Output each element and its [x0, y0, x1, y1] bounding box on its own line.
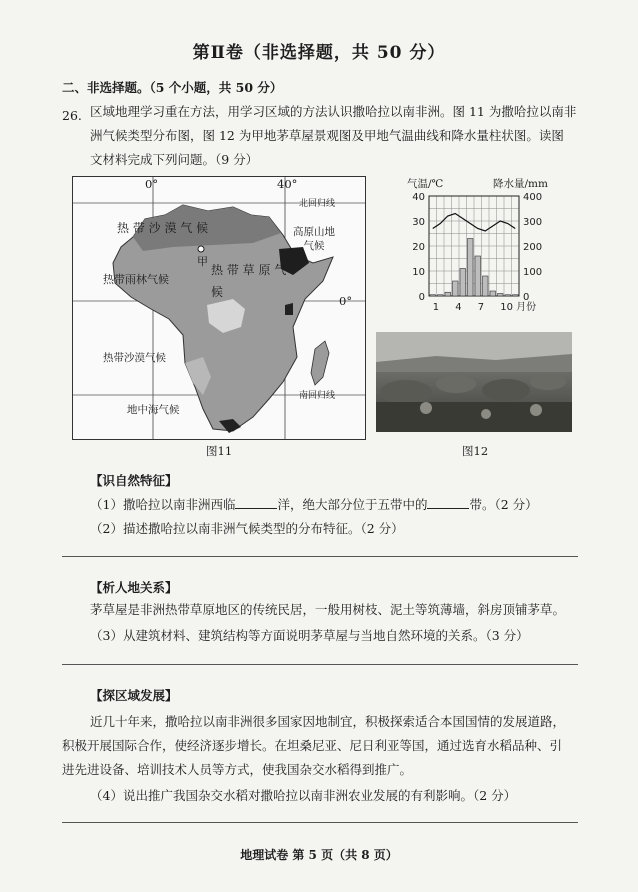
intro-line-3: 文材料完成下列问题。（9 分）: [90, 152, 259, 167]
highland-zone-small: [285, 303, 293, 315]
part3-material-1: 近几十年来，撒哈拉以南非洲很多国家因地制宜，积极探索适合本国国情的发展道路，: [90, 714, 566, 729]
precip-bar: [438, 295, 444, 296]
precip-bar: [513, 295, 519, 296]
south-desert-label: 热带沙漠气候: [103, 352, 166, 364]
precip-bar: [483, 276, 489, 296]
temp-tick-label: 30: [412, 217, 425, 228]
lon-0-label: 0°: [145, 177, 159, 191]
page-footer: 地理试卷 第 5 页（共 8 页）: [240, 848, 398, 862]
precip-bar: [475, 256, 481, 296]
precip-bar: [460, 269, 466, 297]
month-tick-label: 4: [455, 302, 462, 313]
question-3: （3）从建筑材料、建筑结构等方面说明茅草屋与当地自然环境的关系。（3 分）: [90, 628, 529, 643]
temp-tick-label: 40: [412, 192, 425, 203]
question-1: [90, 495, 538, 513]
north-tropic-label: 北回归线: [299, 199, 336, 209]
question-number: 26.: [62, 108, 82, 123]
mediterranean-label: 地中海气候: [127, 404, 180, 416]
precip-bar: [445, 292, 451, 296]
madagascar: [311, 341, 329, 385]
question-intro: [90, 100, 588, 172]
q1-blank-ocean[interactable]: [235, 496, 277, 509]
answer-line-1: [62, 556, 578, 557]
precip-bar: [490, 291, 496, 296]
precip-bar: [505, 295, 511, 296]
part2-material: 茅草屋是非洲热带草原地区的传统民居，一般用树枝、泥土等筑薄墙，斜房顶铺茅草。: [90, 602, 566, 617]
answer-line-3: [62, 822, 578, 823]
lat-0-label: 0°: [339, 294, 353, 308]
thatched-hut-photo: [376, 332, 572, 432]
precip-bar: [453, 281, 459, 296]
question-2: （2）描述撒哈拉以南非洲气候类型的分布特征。（2 分）: [90, 521, 404, 536]
question-4: （4）说出推广我国杂交水稻对撒哈拉以南非洲农业发展的有利影响。（2 分）: [90, 788, 517, 803]
temp-tick-label: 0: [418, 292, 425, 303]
highland-label: [293, 225, 335, 253]
photo-graphic: [376, 332, 572, 432]
intro-line-2: 洲气候类型分布图，图 12 为甲地茅草屋景观图及甲地气温曲线和降水量柱状图。读图: [90, 128, 564, 143]
jia-label: 甲: [197, 255, 208, 268]
intro-line-1: 区域地理学习重在方法，用学习区域的方法认识撒哈拉以南非洲。图 11 为撒哈拉以南非: [90, 104, 577, 119]
precip-bar: [498, 294, 504, 297]
rainforest-label: 热带雨林气候: [103, 273, 169, 286]
lon-40-label: 40°: [277, 177, 298, 191]
month-tick-label: 10 月份: [500, 302, 537, 313]
month-tick-label: 1: [432, 302, 440, 313]
section-heading: 二、非选择题。（5 个小题，共 50 分）: [62, 80, 283, 95]
jia-location-marker: [198, 246, 204, 252]
temp-tick-label: 20: [412, 242, 425, 253]
chart-plot: [395, 190, 565, 318]
precip-bar: [430, 295, 436, 296]
precip-tick-label: 200: [523, 242, 543, 253]
precip-tick-label: 300: [523, 217, 543, 228]
part3-material-2: 积极开展国际合作，使经济逐步增长。在坦桑尼亚、尼日利亚等国，通过选育水稻品种、引: [62, 738, 563, 753]
temp-tick-label: 10: [412, 267, 425, 278]
climate-chart: [395, 172, 565, 318]
precip-tick-label: 400: [523, 192, 543, 203]
month-tick-label: 7: [477, 302, 485, 313]
figure-11-caption: 图11: [206, 444, 233, 458]
highland-label-line2: 气候: [303, 240, 325, 252]
highland-label-line1: 高原山地: [293, 226, 335, 238]
figure-12-caption: 图12: [462, 444, 489, 458]
q1-text-c: 带。（2 分）: [469, 497, 538, 512]
savanna-label: 热 带 草 原 气 候: [211, 263, 287, 299]
temp-axis-label: 气温/℃: [407, 178, 444, 190]
precip-axis-label: 降水量/mm: [493, 178, 548, 190]
desert-label: 热 带 沙 漠 气 候: [117, 221, 209, 235]
answer-line-2: [62, 664, 578, 665]
precip-tick-label: 0: [523, 292, 530, 303]
page-title: 第Ⅱ卷（非选择题，共 50 分）: [192, 43, 446, 63]
part3-material-3: 进先进设备、培训技术人员等方式，使我国杂交水稻得到推广。: [62, 762, 413, 777]
south-tropic-label: 南回归线: [299, 391, 336, 401]
part2-heading: 【析人地关系】: [90, 580, 178, 595]
part1-heading: 【识自然特征】: [90, 473, 178, 488]
part3-heading: 【探区域发展】: [90, 688, 178, 703]
q1-text-a: （1）撒哈拉以南非洲西临: [90, 497, 236, 512]
precip-tick-label: 100: [523, 267, 543, 278]
precip-bar: [468, 239, 474, 297]
q1-text-b: 洋，绝大部分位于五带中的: [277, 497, 428, 512]
q1-blank-zone[interactable]: [427, 496, 469, 509]
africa-climate-map: [72, 176, 366, 440]
